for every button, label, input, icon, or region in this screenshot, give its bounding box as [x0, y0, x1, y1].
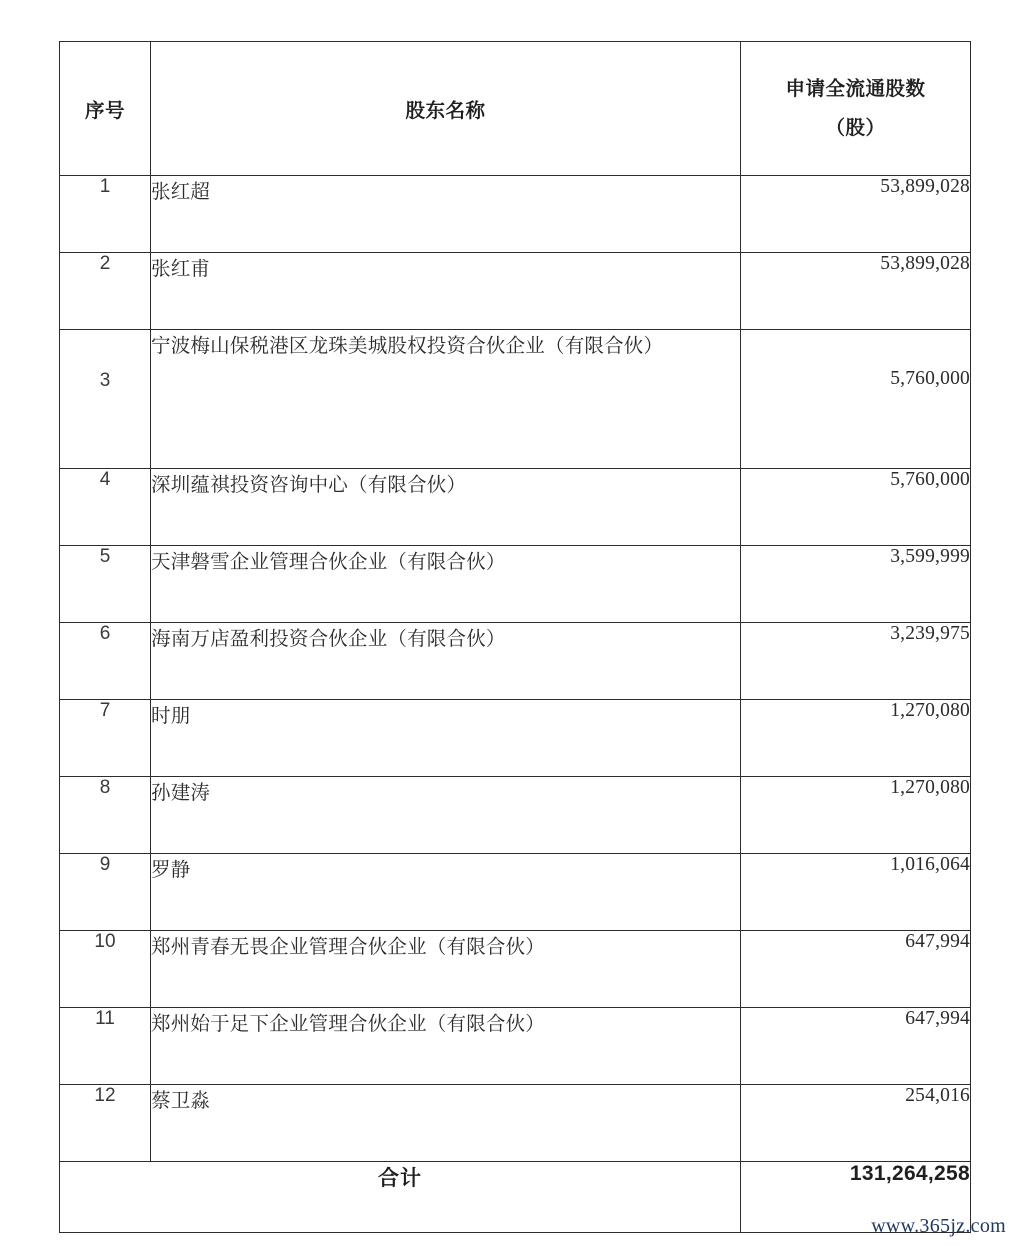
table-row [60, 1085, 971, 1162]
row-applied-shares: 53,899,028 [741, 176, 971, 253]
row-applied-shares: 254,016 [741, 1085, 971, 1162]
watermark: www.365jz.com [871, 1215, 1006, 1237]
row-shareholder-name: 海南万店盈利投资合伙企业（有限合伙） [151, 623, 741, 700]
row-shareholder-name: 张红甫 [151, 253, 741, 330]
row-applied-shares: 1,270,080 [741, 700, 971, 777]
table-row [60, 176, 971, 253]
total-label: 合计 [60, 1162, 741, 1233]
row-index: 2 [60, 253, 151, 330]
row-index: 1 [60, 176, 151, 253]
row-index: 6 [60, 623, 151, 700]
row-applied-shares: 5,760,000 [741, 330, 971, 469]
table-row [60, 469, 971, 546]
row-applied-shares: 3,239,975 [741, 623, 971, 700]
row-applied-shares: 3,599,999 [741, 546, 971, 623]
table-row [60, 931, 971, 1008]
table-row [60, 623, 971, 700]
row-shareholder-name: 郑州青春无畏企业管理合伙企业（有限合伙） [151, 931, 741, 1008]
row-applied-shares: 1,016,064 [741, 854, 971, 931]
table-footer [60, 1162, 971, 1233]
row-index: 5 [60, 546, 151, 623]
row-applied-shares: 53,899,028 [741, 253, 971, 330]
row-shareholder-name: 郑州始于足下企业管理合伙企业（有限合伙） [151, 1008, 741, 1085]
total-value: 131,264,258 [741, 1162, 971, 1233]
table-row [60, 777, 971, 854]
row-index: 8 [60, 777, 151, 854]
row-applied-shares: 647,994 [741, 1008, 971, 1085]
row-applied-shares: 647,994 [741, 931, 971, 1008]
row-shareholder-name: 孙建涛 [151, 777, 741, 854]
header-row [60, 42, 971, 176]
shareholder-table [59, 41, 971, 1233]
row-applied-shares: 1,270,080 [741, 777, 971, 854]
column-header-index: 序号 [60, 42, 151, 176]
row-shareholder-name: 罗静 [151, 854, 741, 931]
total-row [60, 1162, 971, 1233]
table-row [60, 1008, 971, 1085]
row-index: 9 [60, 854, 151, 931]
row-index: 7 [60, 700, 151, 777]
row-shareholder-name: 宁波梅山保税港区龙珠美城股权投资合伙企业（有限合伙） [151, 330, 741, 469]
table-row [60, 700, 971, 777]
column-header-applied-shares-line2: （股） [825, 116, 886, 139]
row-index: 11 [60, 1008, 151, 1085]
row-shareholder-name: 时朋 [151, 700, 741, 777]
row-applied-shares: 5,760,000 [741, 469, 971, 546]
column-header-applied-shares [741, 42, 971, 176]
row-shareholder-name: 蔡卫淼 [151, 1085, 741, 1162]
table-row [60, 330, 971, 469]
table-header [60, 42, 971, 176]
row-index: 12 [60, 1085, 151, 1162]
row-shareholder-name: 张红超 [151, 176, 741, 253]
row-index: 4 [60, 469, 151, 546]
row-index: 10 [60, 931, 151, 1008]
row-shareholder-name: 天津磐雪企业管理合伙企业（有限合伙） [151, 546, 741, 623]
column-header-shareholder-name: 股东名称 [151, 42, 741, 176]
table-row [60, 253, 971, 330]
row-shareholder-name: 深圳蕴祺投资咨询中心（有限合伙） [151, 469, 741, 546]
table-row [60, 546, 971, 623]
column-header-applied-shares-line1: 申请全流通股数 [785, 78, 926, 101]
row-index: 3 [60, 330, 151, 469]
table-body [60, 176, 971, 1162]
table-row [60, 854, 971, 931]
